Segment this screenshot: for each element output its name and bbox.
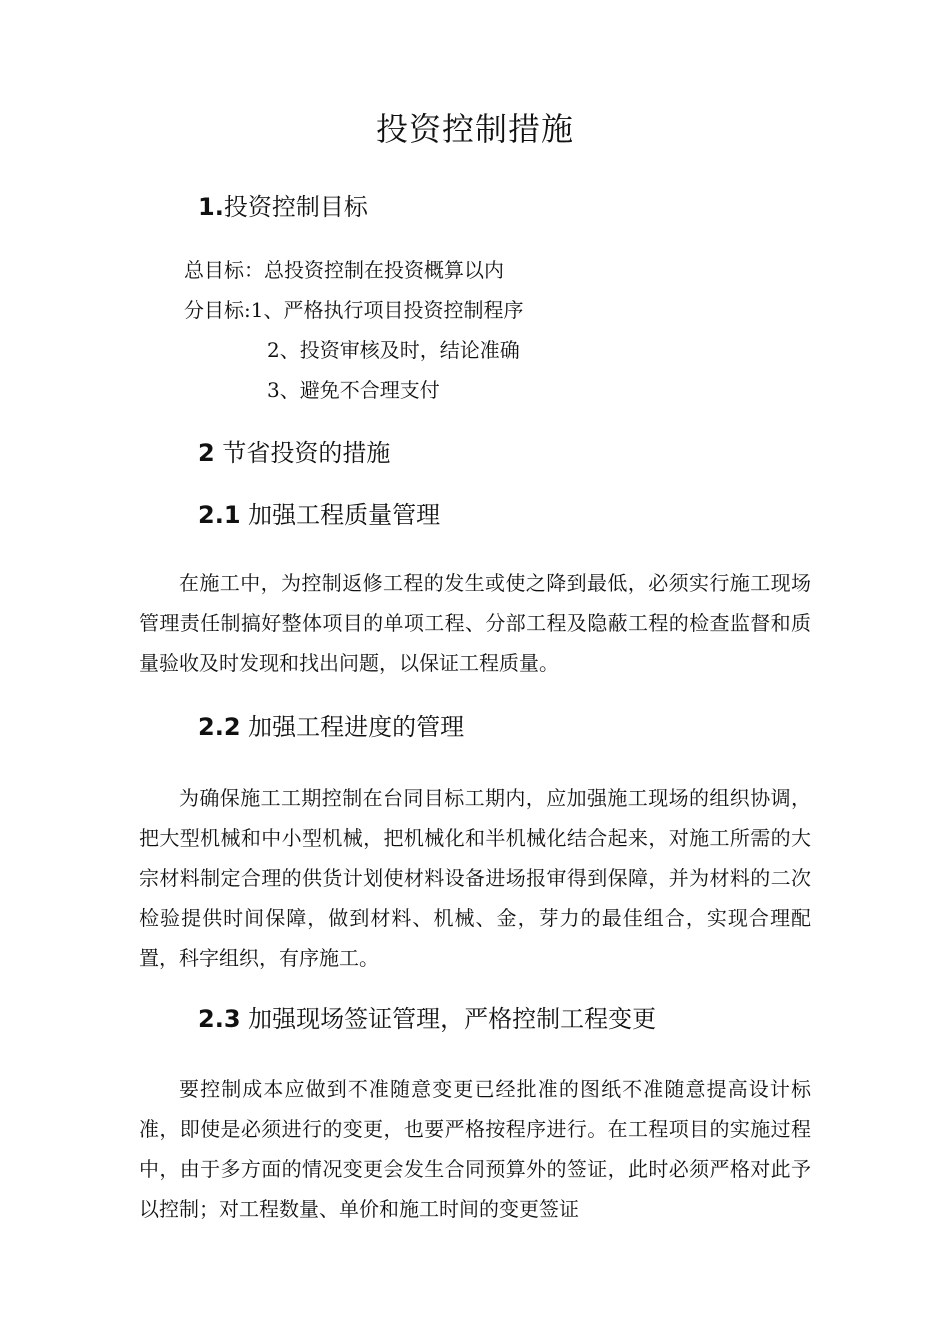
document-title: 投资控制措施 (375, 110, 574, 148)
paragraph-2-3: 要控制成本应做到不准随意变更已经批准的图纸不准随意提高设计标准，即使是必须进行的变更，也要严格按程序进行。在工程项目的实施过程中，由于多方面的情况变更会发生合同预算外的签证，此时必须严格对此予以控制；对工程数量、单价和施工时间的变更签证 (139, 1077, 811, 1221)
heading-2-3-text: 加强现场签证管理，严格控制工程变更 (240, 1005, 657, 1033)
heading-2-2 (198, 710, 464, 744)
heading-2-1 (198, 498, 440, 532)
heading-2-number: 2 (198, 439, 215, 467)
heading-2-2-number: 2.2 (198, 713, 241, 741)
goal-total: 总目标：总投资控制在投资概算以内 (184, 258, 504, 282)
heading-2-text: 节省投资的措施 (214, 439, 391, 467)
heading-2-2-text: 加强工程进度的管理 (240, 713, 465, 741)
heading-2-1-text: 加强工程质量管理 (240, 501, 441, 529)
paragraph-2-1: 在施工中，为控制返修工程的发生或使之降到最低，必须实行施工现场管理责任制搞好整体项目的单项工程、分部工程及隐蔽工程的检查监督和质量验收及时发现和找出问题，以保证工程质量。 (139, 571, 811, 675)
goal-sub-2: 2、投资审核及时，结论准确 (267, 338, 520, 362)
goal-sub-1: 分目标:1、严格执行项目投资控制程序 (184, 298, 524, 322)
heading-2-3-number: 2.3 (198, 1005, 241, 1033)
paragraph-2-2: 为确保施工工期控制在台同目标工期内，应加强施工现场的组织协调，把大型机械和中小型机械，把机械化和半机械化结合起来，对施工所需的大宗材料制定合理的供货计划使材料设备进场报审得到保障，并为材料的二次检验提供时间保障，做到材料、机械、金，芽力的最佳组合，实现合理配置，科字组织，有序施工。 (139, 786, 811, 970)
heading-2-1-number: 2.1 (198, 501, 241, 529)
heading-1-text: 投资控制目标 (223, 193, 368, 221)
heading-1-number: 1. (198, 193, 224, 221)
heading-2-3 (198, 1002, 656, 1036)
heading-1 (198, 190, 368, 224)
goal-sub-3: 3、避免不合理支付 (267, 378, 440, 402)
heading-2 (198, 436, 390, 470)
